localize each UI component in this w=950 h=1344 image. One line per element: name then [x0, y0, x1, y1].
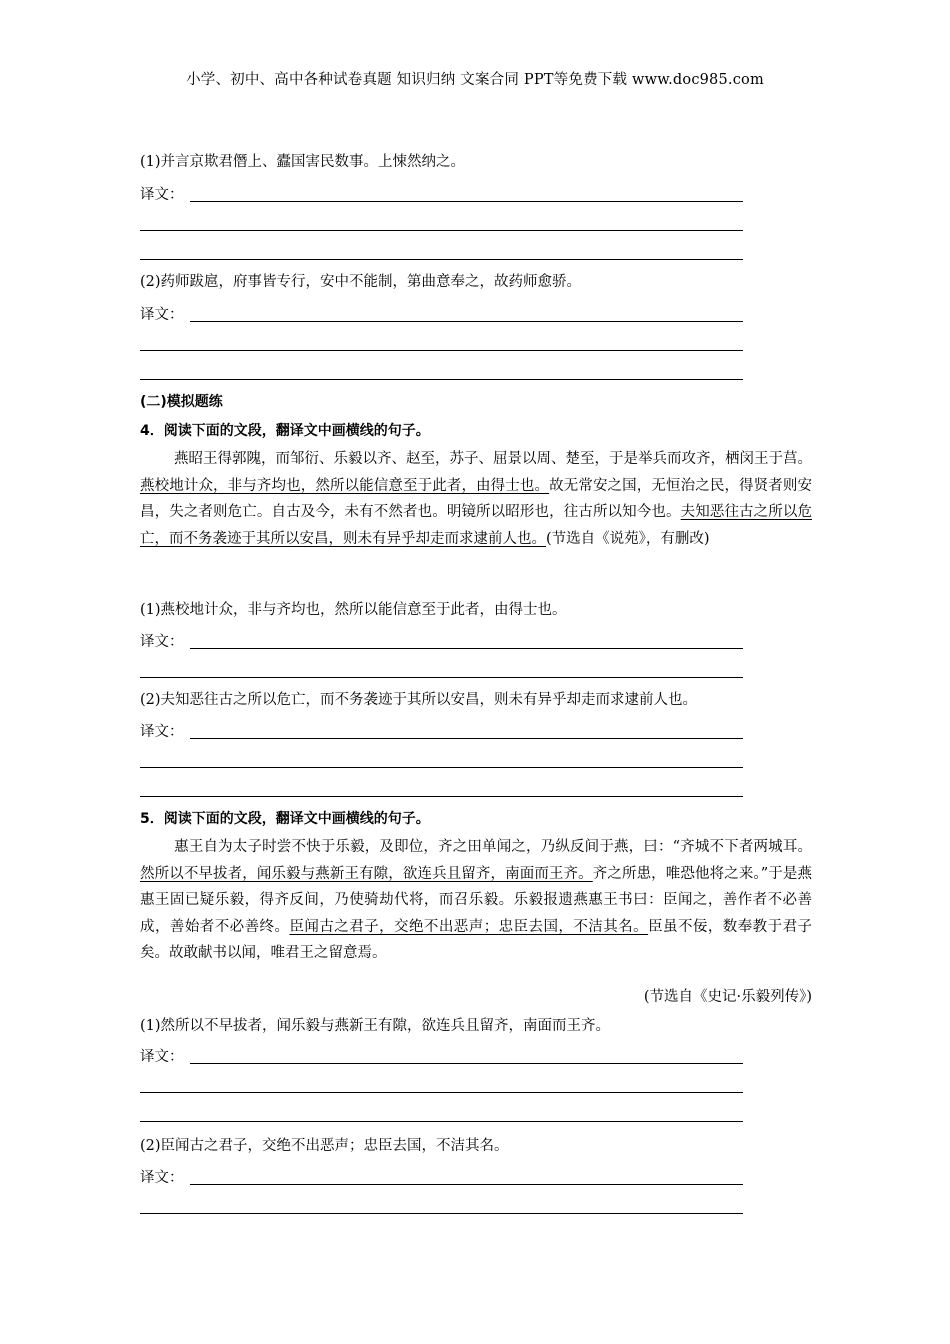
q4-item-1-answer-label: 译文： [140, 634, 184, 650]
q4-passage [140, 446, 812, 552]
q5-item-2-answer-line-1[interactable] [190, 1184, 743, 1185]
q5-underlined-sentence-1: 然所以不早拔者，闻乐毅与燕新王有隙，欲连兵且留齐，南面而王齐。 [140, 865, 593, 882]
q4-item-2-answer-line-2[interactable] [140, 767, 743, 768]
q3-item-2-answer-label: 译文： [140, 307, 184, 323]
q4-source: (节选自《说苑》，有删改) [546, 530, 710, 547]
q3-item-2-answer-line-1[interactable] [190, 321, 743, 322]
q4-item-1-answer-line-2[interactable] [140, 677, 743, 678]
q3-item-1-answer-label: 译文： [140, 187, 184, 203]
q3-item-1-answer-line-3[interactable] [140, 259, 743, 260]
q3-item-2-answer-line-3[interactable] [140, 379, 743, 380]
q5-item-2-answer-label: 译文： [140, 1170, 184, 1186]
q4-item-2-sentence: (2)夫知恶往古之所以危亡，而不务袭迹于其所以安昌，则未有异乎却走而求逮前人也。 [140, 692, 698, 708]
q5-passage-text-3: 臣虽不佞，数奉教于君子矣。故敢献书以闻，唯君王之留意焉。 [140, 918, 813, 961]
q4-item-2-answer-label: 译文： [140, 724, 184, 740]
q3-item-1-sentence: (1)并言京欺君僭上、蠹国害民数事。上悚然纳之。 [140, 154, 466, 170]
q3-item-1-answer-line-1[interactable] [190, 201, 743, 202]
section-title: (二)模拟题练 [140, 394, 223, 410]
q4-passage-text-2: 故无常安之国，无恒治之民，得贤者则安昌，失之者则危亡。自古及今，未有不然者也。明镜所以昭形也，往古所以知今也。 [140, 477, 812, 520]
q4-item-2-answer-line-3[interactable] [140, 796, 743, 797]
q5-item-2-sentence: (2)臣闻古之君子，交绝不出恶声；忠臣去国，不洁其名。 [140, 1138, 509, 1154]
q5-item-1-answer-line-3[interactable] [140, 1121, 743, 1122]
q4-instruction: 4．阅读下面的文段，翻译文中画横线的句子。 [140, 423, 430, 439]
page-header: 小学、初中、高中各种试卷真题 知识归纳 文案合同 PPT等免费下载 www.doc985.com [186, 72, 764, 88]
q4-item-2-answer-line-1[interactable] [190, 738, 743, 739]
q5-source: (节选自《史记·乐毅列传》) [643, 989, 812, 1005]
q3-item-2-answer-line-2[interactable] [140, 350, 743, 351]
q5-passage-text-2: 齐之所患，唯恐他将之来。”于是燕惠王固已疑乐毅，得齐反间，乃使骑劫代将，而召乐毅。乐毅报遗燕惠王书曰：臣闻之，善作者不必善成，善始者不必善终。 [140, 865, 813, 935]
q3-item-2-sentence: (2)药师跋扈，府事皆专行，安中不能制，第曲意奉之，故药师愈骄。 [140, 274, 582, 290]
q5-passage-text-1: 惠王自为太子时尝不快于乐毅，及即位，齐之田单闻之，乃纵反间于燕，曰：“齐城不下者两城耳。 [174, 839, 812, 855]
q4-underlined-sentence-2: 夫知恶往古之所以危亡，而不务袭迹于其所以安昌，则未有异乎却走而求逮前人也。 [140, 504, 812, 547]
q5-instruction: 5．阅读下面的文段，翻译文中画横线的句子。 [140, 811, 430, 827]
q4-passage-text-1: 燕昭王得郭隗，而邹衍、乐毅以齐、赵至，苏子、屈景以周、楚至，于是举兵而攻齐，栖闵王于莒。 [174, 451, 812, 467]
q5-item-1-sentence: (1)然所以不早拔者，闻乐毅与燕新王有隙，欲连兵且留齐，南面而王齐。 [140, 1018, 611, 1034]
q5-underlined-sentence-2: 臣闻古之君子，交绝不出恶声；忠臣去国，不洁其名。 [289, 918, 649, 935]
q5-item-1-answer-label: 译文： [140, 1049, 184, 1065]
q3-item-1-answer-line-2[interactable] [140, 230, 743, 231]
q4-item-1-sentence: (1)燕校地计众，非与齐均也，然所以能信意至于此者，由得士也。 [140, 602, 567, 618]
q5-passage [140, 834, 812, 967]
q4-underlined-sentence-1: 燕校地计众，非与齐均也，然所以能信意至于此者，由得士也。 [140, 477, 550, 494]
q5-item-1-answer-line-2[interactable] [140, 1092, 743, 1093]
q5-item-1-answer-line-1[interactable] [190, 1063, 743, 1064]
q4-item-1-answer-line-1[interactable] [190, 648, 743, 649]
q5-item-2-answer-line-2[interactable] [140, 1213, 743, 1214]
